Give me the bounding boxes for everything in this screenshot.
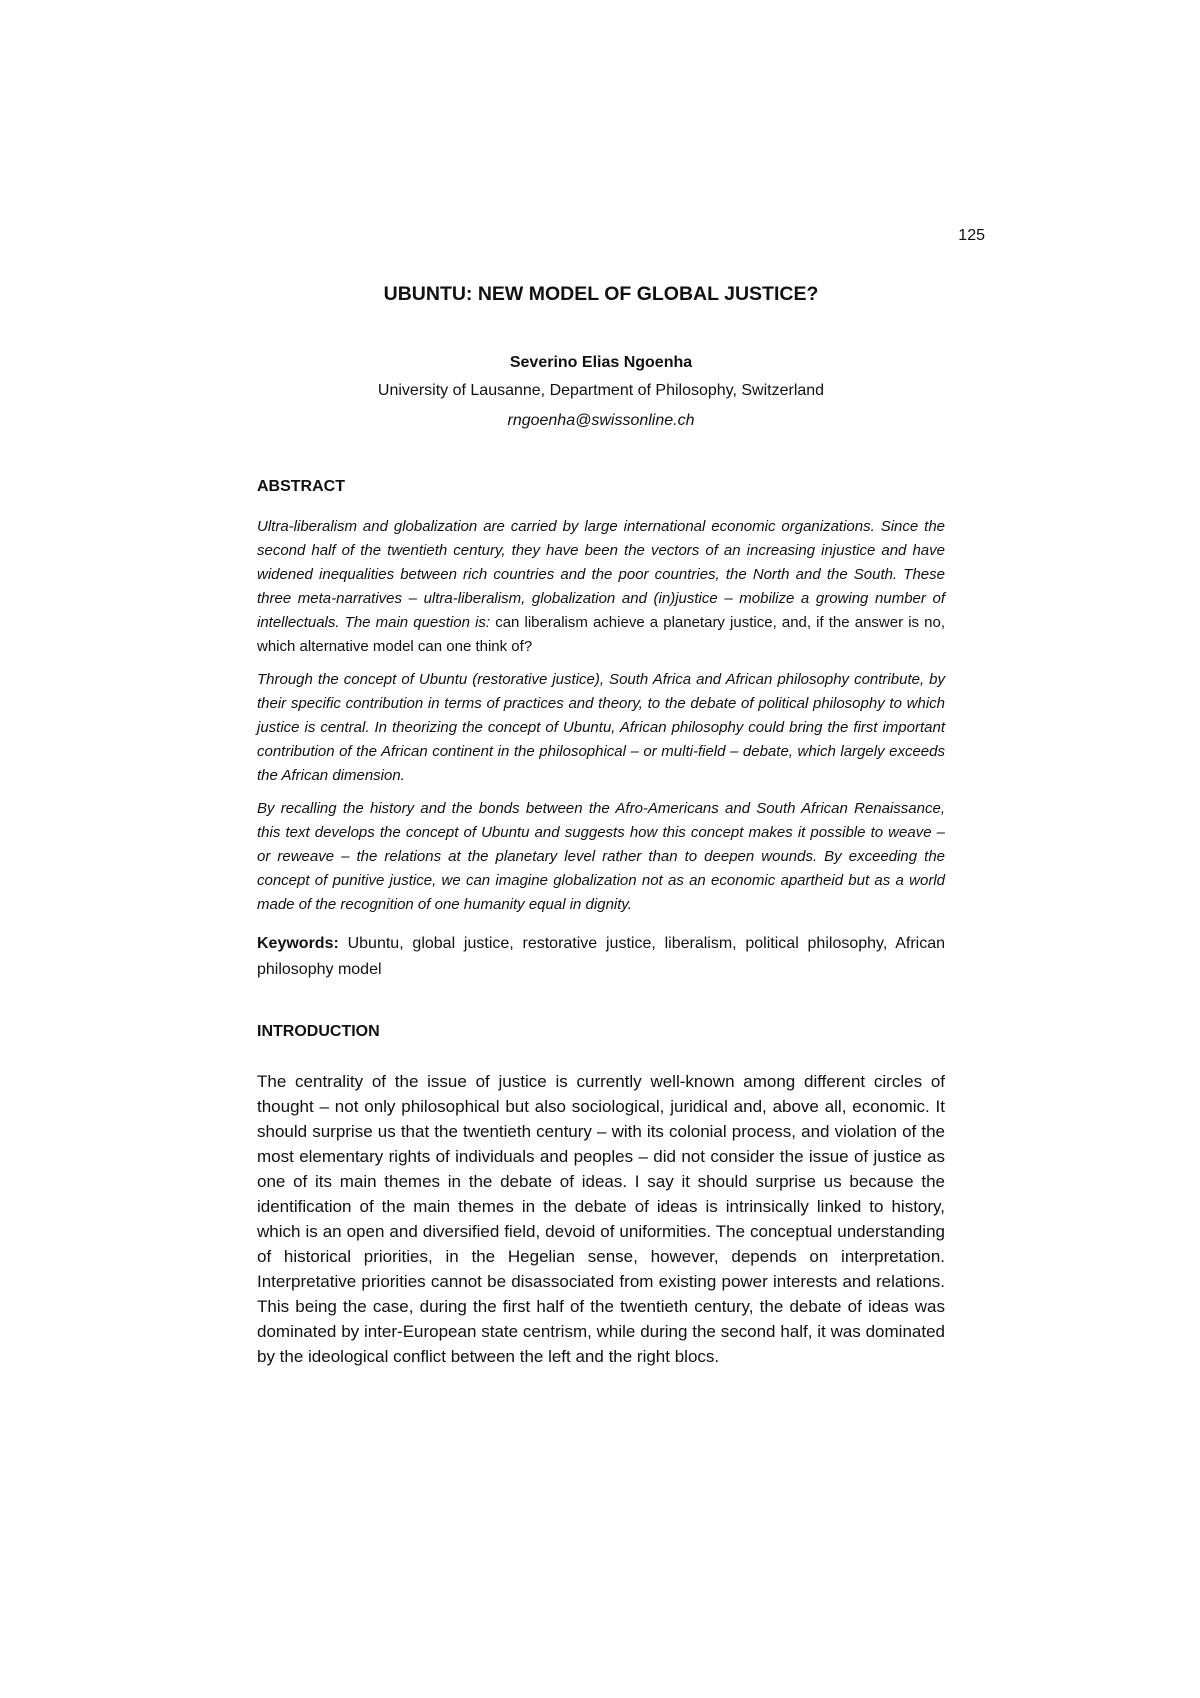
keywords	[257, 931, 945, 983]
paper-content	[257, 282, 945, 1369]
author-email: rngoenha@swissonline.ch	[507, 412, 695, 429]
abstract-heading: ABSTRACT	[257, 478, 345, 495]
introduction-paragraph-1: The centrality of the issue of justice is currently well-known among different circles of thought – not only philosophical but also sociological, juridical and, above all, economic. It should surprise us that the twentieth century – with its colonial process, and violation of the most elementary rights of individuals and peoples – did not consider the issue of justice as one of its main themes in the debate of ideas. I say it should surprise us because the identification of the main themes in the debate of ideas is intrinsically linked to history, which is an open and diversified field, devoid of uniformities. The conceptual understanding of historical priorities, in the Hegelian sense, however, depends on interpretation. Interpretative priorities cannot be disassociated from existing power interests and relations. This being the case, during the first half of the twentieth century, the debate of ideas was dominated by inter-European state centrism, while during the second half, it was dominated by the ideological conflict between the left and the right blocs.	[257, 1072, 945, 1366]
abstract-paragraph-1-question: can liberalism achieve a planetary justice, and, if the answer is no, which alternative model can one think of?	[257, 614, 945, 655]
author-name: Severino Elias Ngoenha	[509, 354, 693, 371]
keywords-text: Ubuntu, global justice, restorative justice, liberalism, political philosophy, African philosophy model	[257, 935, 945, 978]
abstract-paragraph-1	[257, 515, 945, 659]
author-affiliation: University of Lausanne, Department of Philosophy, Switzerland	[377, 382, 825, 399]
abstract-paragraph-3: By recalling the history and the bonds between the Afro-Americans and South African Renaissance, this text develops the concept of Ubuntu and suggests how this concept makes it possible to weave – or reweave – the relations at the planetary level rather than to deepen wounds. By exceeding the concept of punitive justice, we can imagine globalization not as an economic apartheid but as a world made of the recognition of one humanity equal in dignity.	[257, 800, 945, 913]
abstract-paragraph-2: Through the concept of Ubuntu (restorative justice), South Africa and African philosophy contribute, by their specific contribution in terms of practices and theory, to the debate of political philosophy to which justice is central. In theorizing the concept of Ubuntu, African philosophy could bring the first important contribution of the African continent in the philosophical – or multi-field – debate, which largely exceeds the African dimension.	[257, 671, 945, 784]
keywords-label: Keywords:	[257, 935, 339, 952]
introduction-heading: INTRODUCTION	[257, 1023, 380, 1040]
paper-title: UBUNTU: NEW MODEL OF GLOBAL JUSTICE?	[383, 283, 819, 305]
abstract-paragraph-1-italic: Ultra-liberalism and globalization are carried by large international economic organizations. Since the second half of the twentieth century, they have been the vectors of an increasing injustice and have widened inequalities between rich countries and the poor countries, the North and the South. These three meta-narratives – ultra-liberalism, globalization and (in)justice – mobilize a growing number of intellectuals. The main question is:	[257, 518, 945, 631]
page-number: 125	[958, 227, 985, 244]
